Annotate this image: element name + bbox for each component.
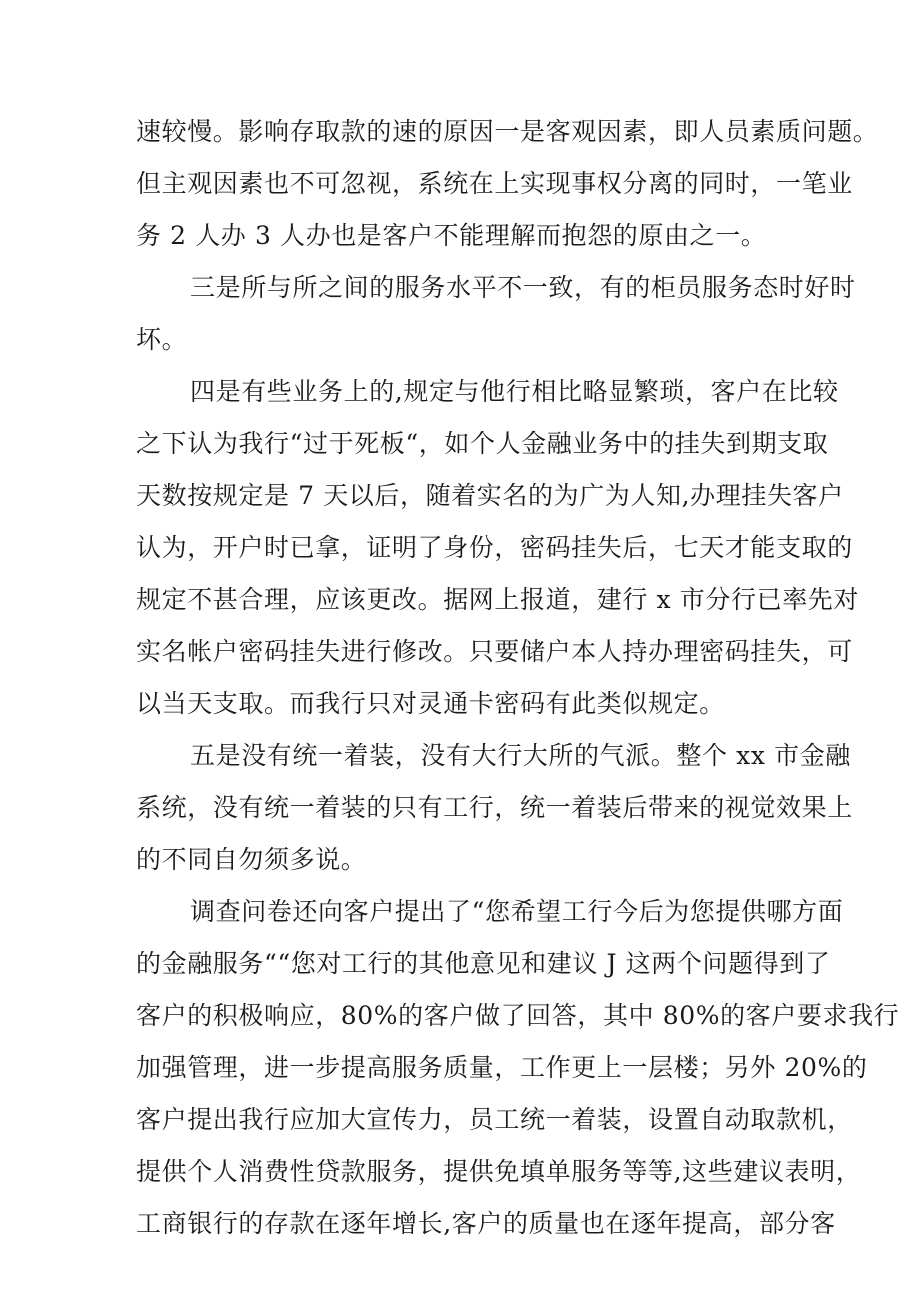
text-line: 规定不甚合理，应该更改。据网上报道，建行 x 市分行已率先对 — [136, 585, 859, 614]
text-line: 坏。 — [136, 325, 188, 354]
text-line: 认为，开户时已拿，证明了身份，密码挂失后，七天才能支取的 — [136, 533, 853, 562]
text-line: 天数按规定是 7 天以后，随着实名的为广为人知,办理挂失客户 — [136, 481, 844, 510]
paragraph-start-line: 调查问卷还向客户提出了“您希望工行今后为您提供哪方面 — [190, 897, 844, 926]
text-line: 务 2 人办 3 人办也是客户不能理解而抱怨的原由之一。 — [136, 221, 767, 250]
text-line: 加强管理，进一步提高服务质量，工作更上一层楼；另外 20%的 — [136, 1053, 868, 1082]
text-line: 但主观因素也不可忽视，系统在上实现事权分离的同时，一笔业 — [136, 169, 853, 198]
text-line: 之下认为我行“过于死板“，如个人金融业务中的挂失到期支取 — [136, 429, 829, 458]
text-line: 工商银行的存款在逐年增长,客户的质量也在逐年提高，部分客 — [136, 1209, 836, 1238]
text-line: 客户提出我行应加大宣传力，员工统一着装，设置自动取款机， — [136, 1105, 853, 1134]
body-text — [136, 106, 900, 1250]
paragraph-start-line: 三是所与所之间的服务水平不一致，有的柜员服务态时好时 — [190, 273, 856, 302]
paragraph-start-line: 五是没有统一着装，没有大行大所的气派。整个 xx 市金融 — [190, 741, 851, 770]
text-line: 客户的积极响应，80%的客户做了回答，其中 80%的客户要求我行 — [136, 1001, 900, 1030]
text-line: 的金融服务““您对工行的其他意见和建议 J 这两个问题得到了 — [136, 949, 831, 978]
text-line: 以当天支取。而我行只对灵通卡密码有此类似规定。 — [136, 689, 725, 718]
text-line: 提供个人消费性贷款服务，提供免填单服务等等,这些建议表明， — [136, 1157, 862, 1186]
text-line: 的不同自勿须多说。 — [136, 845, 367, 874]
text-line: 实名帐户密码挂失进行修改。只要储户本人持办理密码挂失，可 — [136, 637, 853, 666]
text-line: 系统，没有统一着装的只有工行，统一着装后带来的视觉效果上 — [136, 793, 853, 822]
paragraph-start-line: 四是有些业务上的,规定与他行相比略显繁琐，客户在比较 — [190, 377, 839, 406]
text-line: 速较慢。影响存取款的速的原因一是客观因素，即人员素质问题。 — [136, 117, 879, 146]
